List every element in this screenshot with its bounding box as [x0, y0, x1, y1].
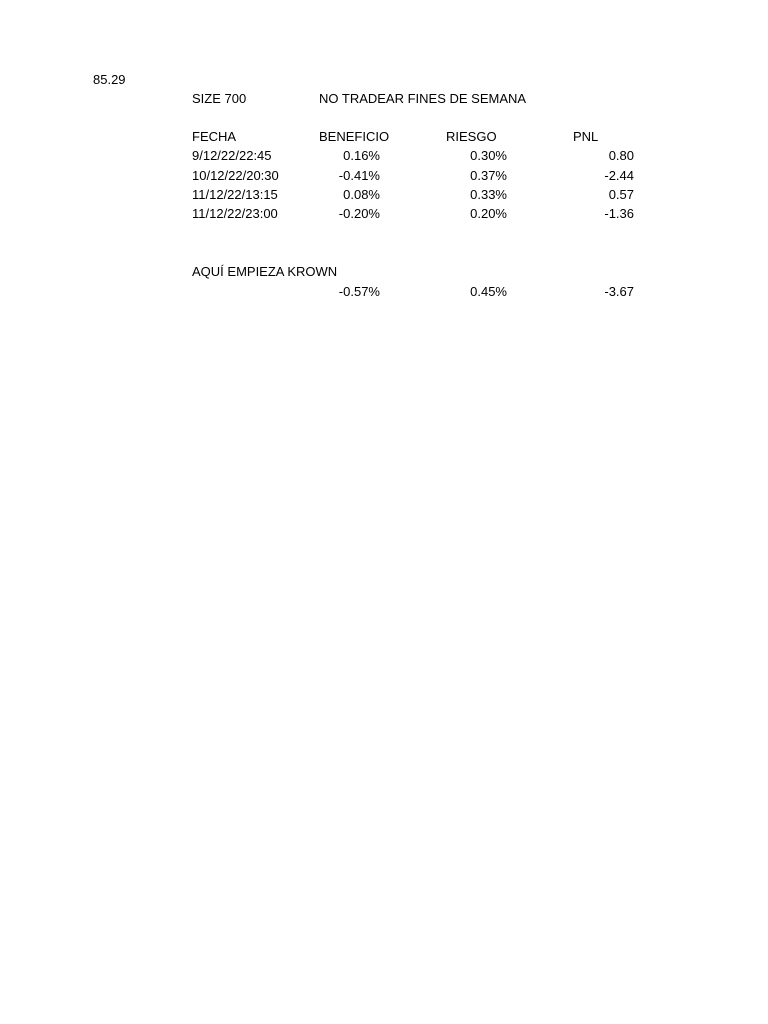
- cell-beneficio: -0.41%: [338, 168, 380, 183]
- cell-fecha: 11/12/22/13:15: [192, 187, 278, 202]
- cell-pnl: -2.44: [604, 168, 634, 183]
- cell-riesgo: 0.37%: [470, 168, 507, 183]
- top-value: 85.29: [93, 72, 126, 87]
- cell-pnl: 0.57: [608, 187, 634, 202]
- cell-pnl: -1.36: [604, 206, 634, 221]
- cell-beneficio: -0.20%: [338, 206, 380, 221]
- cell-fecha: 9/12/22/22:45: [192, 148, 272, 163]
- total-riesgo: 0.45%: [470, 284, 507, 299]
- total-beneficio: -0.57%: [338, 284, 380, 299]
- header-beneficio: BENEFICIO: [319, 129, 390, 144]
- cell-pnl: 0.80: [608, 148, 634, 163]
- cell-riesgo: 0.33%: [470, 187, 507, 202]
- cell-fecha: 10/12/22/20:30: [192, 168, 279, 183]
- weekend-note: NO TRADEAR FINES DE SEMANA: [319, 91, 527, 106]
- cell-fecha: 11/12/22/23:00: [192, 206, 278, 221]
- cell-beneficio: 0.08%: [343, 187, 380, 202]
- krown-label: AQUÍ EMPIEZA KROWN: [192, 264, 338, 279]
- cell-riesgo: 0.30%: [470, 148, 507, 163]
- total-pnl: -3.67: [604, 284, 634, 299]
- header-riesgo: RIESGO: [446, 129, 497, 144]
- header-pnl: PNL: [573, 129, 599, 144]
- header-fecha: FECHA: [192, 129, 237, 144]
- cell-beneficio: 0.16%: [343, 148, 380, 163]
- cell-riesgo: 0.20%: [470, 206, 507, 221]
- size-label: SIZE 700: [192, 91, 247, 106]
